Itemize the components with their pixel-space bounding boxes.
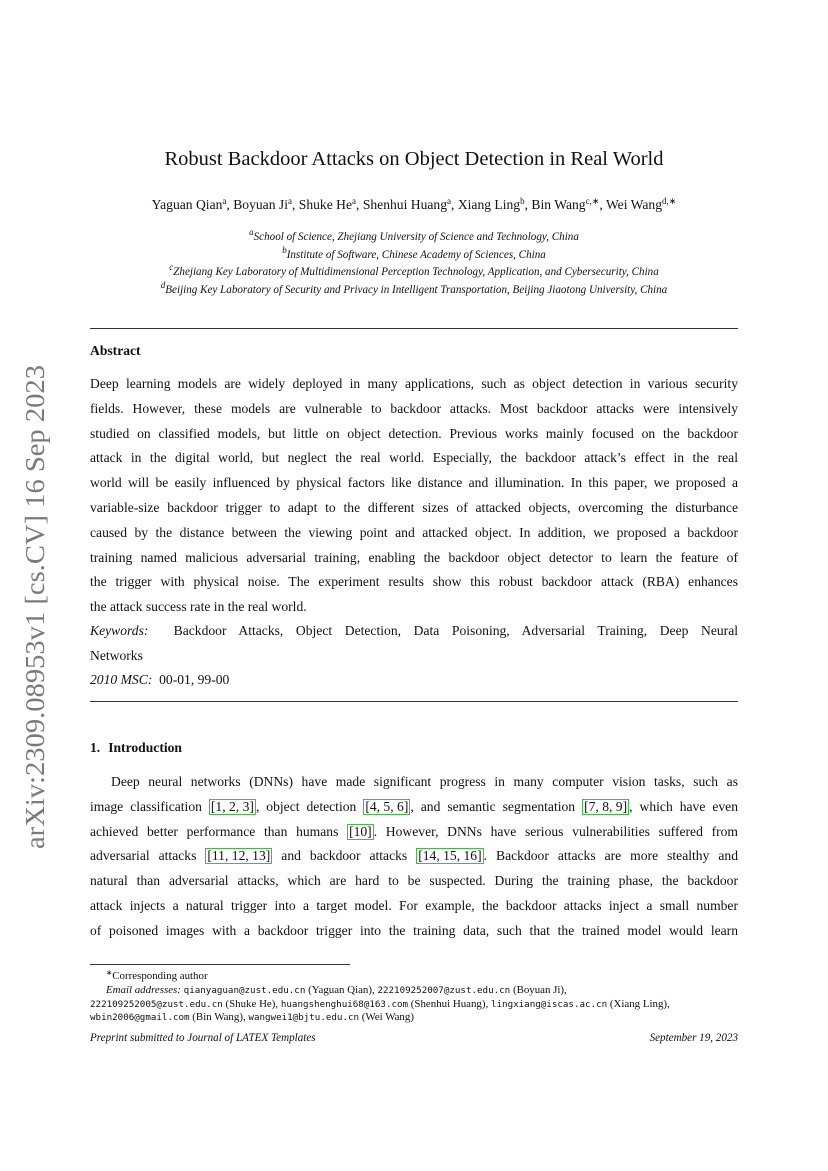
introduction-heading	[90, 740, 182, 756]
email-line	[90, 984, 738, 998]
arxiv-id-text: arXiv:2309.08953v1 [cs.CV] 16 Sep 2023	[20, 391, 50, 849]
citation-link[interactable]: [10]	[349, 823, 372, 839]
abstract-line: variable-size backdoor trigger to adapt to the different sizes of attacked objects, overcoming the disturbance	[90, 499, 738, 515]
paper-title: Robust Backdoor Attacks on Object Detection in Real World	[164, 148, 664, 170]
keywords-text-1: Backdoor Attacks, Object Detection, Data Poisoning, Adversarial Training, Deep Neural	[173, 623, 738, 638]
introduction-text: achieved better performance than humans	[90, 823, 348, 839]
affiliation-mark: d	[160, 279, 166, 290]
introduction-text: , object detection	[255, 798, 364, 814]
email-line	[90, 998, 738, 1012]
abstract-line: attack in the digital world, but neglect the real world. Especially, the backdoor attack’s effect in the real	[90, 450, 738, 466]
introduction-text: adversarial attacks	[90, 848, 206, 864]
abstract-heading: Abstract	[90, 343, 141, 358]
introduction-text: and backdoor attacks	[272, 848, 417, 864]
affiliation-mark: a	[249, 227, 254, 237]
introduction-line	[90, 844, 738, 869]
email-line	[90, 1011, 738, 1025]
introduction-text: , and semantic segmentation	[410, 798, 583, 814]
affiliation	[0, 244, 828, 262]
affiliation-mark: b	[282, 244, 287, 255]
citation-link[interactable]: [14, 15, 16]	[418, 848, 482, 864]
author-affiliation-mark: c,∗	[585, 196, 600, 206]
abstract-line: fields. However, these models are vulnerable to backdoor attacks. Most backdoor attacks were intensively	[90, 400, 738, 416]
arxiv-stamp	[8, 364, 54, 850]
email-address[interactable]: lingxiang@iscas.ac.cn	[490, 998, 608, 1010]
footer-date: September 19, 2023	[649, 1032, 738, 1044]
author: Yaguan Qian	[151, 197, 223, 212]
citation-link[interactable]: [1, 2, 3]	[210, 798, 254, 814]
email-owner: (Wei Wang)	[359, 1011, 414, 1024]
abstract-line: Deep learning models are widely deployed in many applications, such as object detection in various security	[90, 376, 738, 391]
msc-label: 2010 MSC:	[90, 672, 153, 687]
author: Shuke He	[298, 197, 353, 212]
footer-journal: Preprint submitted to Journal of LATEX Templates	[90, 1032, 316, 1044]
introduction-line	[90, 770, 738, 795]
email-address[interactable]: wangwei1@bjtu.edu.cn	[248, 1012, 360, 1024]
abstract-top-rule	[90, 328, 738, 329]
introduction-text: natural than adversarial attacks, which are hard to be suspected. During the training phase, the backdoor	[90, 873, 738, 889]
email-owner: (Yaguan Qian),	[305, 983, 378, 996]
abstract-line: world will be easily influenced by physical factors like distance and illumination. In this paper, we proposed a	[90, 475, 738, 491]
email-owner: (Shuke He),	[222, 997, 281, 1010]
abstract-line: the trigger with physical noise. The experiment results show this robust backdoor attack (RBA) enhances	[90, 574, 738, 590]
author-affiliation-mark: d,∗	[662, 196, 677, 206]
introduction-line	[90, 820, 738, 845]
affiliation	[0, 279, 828, 297]
introduction-line	[90, 869, 738, 894]
email-address[interactable]: 222109252007@zust.edu.cn	[377, 984, 511, 996]
section-number: 1.	[90, 740, 101, 755]
footnote	[90, 966, 738, 1025]
introduction-text: attack injects a natural trigger into a target model. For example, the backdoor attacks inject a small number	[90, 897, 738, 913]
msc-classification	[90, 668, 229, 693]
citation-link[interactable]: [11, 12, 13]	[207, 848, 271, 864]
author: Bin Wang	[531, 197, 586, 212]
introduction-text: , which have even	[629, 798, 739, 814]
email-addresses	[90, 984, 738, 1025]
author: Boyuan Ji	[233, 197, 288, 212]
corresponding-author-note	[90, 966, 738, 984]
email-address[interactable]: huangshenghui68@163.com	[280, 998, 409, 1010]
citation-link[interactable]: [7, 8, 9]	[584, 798, 628, 814]
page-footer	[90, 1032, 738, 1044]
introduction-text: . However, DNNs have serious vulnerabilities suffered from	[373, 823, 738, 839]
author-affiliation-mark: a	[352, 196, 357, 206]
email-address[interactable]: 222109252005@zust.edu.cn	[90, 998, 223, 1010]
footnote-rule	[90, 964, 350, 965]
introduction-body	[90, 770, 738, 944]
author: Wei Wang	[605, 197, 663, 212]
msc-value: 00-01, 99-00	[159, 672, 230, 687]
email-owner: (Bin Wang),	[189, 1011, 249, 1024]
introduction-text: . Backdoor attacks are more stealthy and	[483, 848, 738, 864]
email-owner: (Boyuan Ji),	[510, 983, 567, 996]
email-address[interactable]: wbin2006@gmail.com	[90, 1012, 190, 1024]
affiliation-text: Zhejiang Key Laboratory of Multidimensional Perception Technology, Application, and Cybersecurity, China	[173, 266, 659, 279]
affiliation	[0, 226, 828, 244]
author: Xiang Ling	[457, 197, 521, 212]
author-affiliation-mark: a	[222, 196, 227, 206]
affiliation-text: School of Science, Zhejiang University of Science and Technology, China	[253, 231, 579, 243]
keywords-line-2: Networks	[90, 647, 143, 663]
affiliation-list	[0, 226, 828, 296]
abstract-line: studied on classified models, but little on object detection. Previous works mainly focused on the backdoor	[90, 425, 738, 441]
introduction-line	[90, 795, 738, 820]
keywords	[90, 619, 738, 669]
corresponding-text: Corresponding author	[112, 970, 208, 982]
keywords-line-1	[90, 619, 738, 644]
corresponding-mark: ∗	[106, 968, 113, 977]
introduction-text: image classification	[90, 798, 209, 814]
abstract-line: the attack success rate in the real world.	[90, 599, 307, 615]
affiliation	[0, 261, 828, 279]
abstract-line: training named malicious adversarial training, enabling the backdoor object detector to learn the feature of	[90, 549, 738, 565]
abstract-bottom-rule	[90, 701, 738, 702]
introduction-line	[90, 919, 738, 944]
abstract-body	[90, 372, 738, 620]
author-affiliation-mark: a	[287, 196, 292, 206]
citation-link[interactable]: [4, 5, 6]	[365, 798, 409, 814]
email-owner: (Xiang Ling),	[607, 997, 670, 1010]
author: Shenhui Huang	[362, 197, 448, 212]
email-label: Email addresses:	[106, 983, 181, 996]
author-list: Yaguan Qian$^a$, Boyuan Ji$^a$, Shuke He$^a$, Shenhui Huang$^a$, Xiang Ling$^b$, Bin Wang$^{c,∗}$, Wei Wang$^{d,∗}$	[151, 196, 677, 212]
introduction-line	[90, 894, 738, 919]
section-title: Introduction	[108, 740, 182, 755]
abstract-line: caused by the distance between the viewing point and attacked object. In addition, we proposed a backdoor	[90, 524, 738, 540]
email-owner: (Shenhui Huang),	[408, 997, 491, 1010]
introduction-text: Deep neural networks (DNNs) have made significant progress in many computer vision tasks, such as	[111, 774, 738, 789]
affiliation-text: Beijing Key Laboratory of Security and Privacy in Intelligent Transportation, Beijing Jiaotong University, China	[165, 283, 668, 296]
introduction-text: of poisoned images with a backdoor trigger into the training data, such that the trained model would learn	[90, 922, 738, 938]
affiliation-text: Institute of Software, Chinese Academy of Sciences, China	[286, 248, 546, 261]
email-address[interactable]: qianyaguan@zust.edu.cn	[183, 984, 306, 996]
author-affiliation-mark: b	[520, 196, 525, 206]
author-affiliation-mark: a	[447, 196, 452, 206]
affiliation-mark: c	[169, 262, 174, 273]
keywords-label: Keywords:	[90, 623, 149, 638]
